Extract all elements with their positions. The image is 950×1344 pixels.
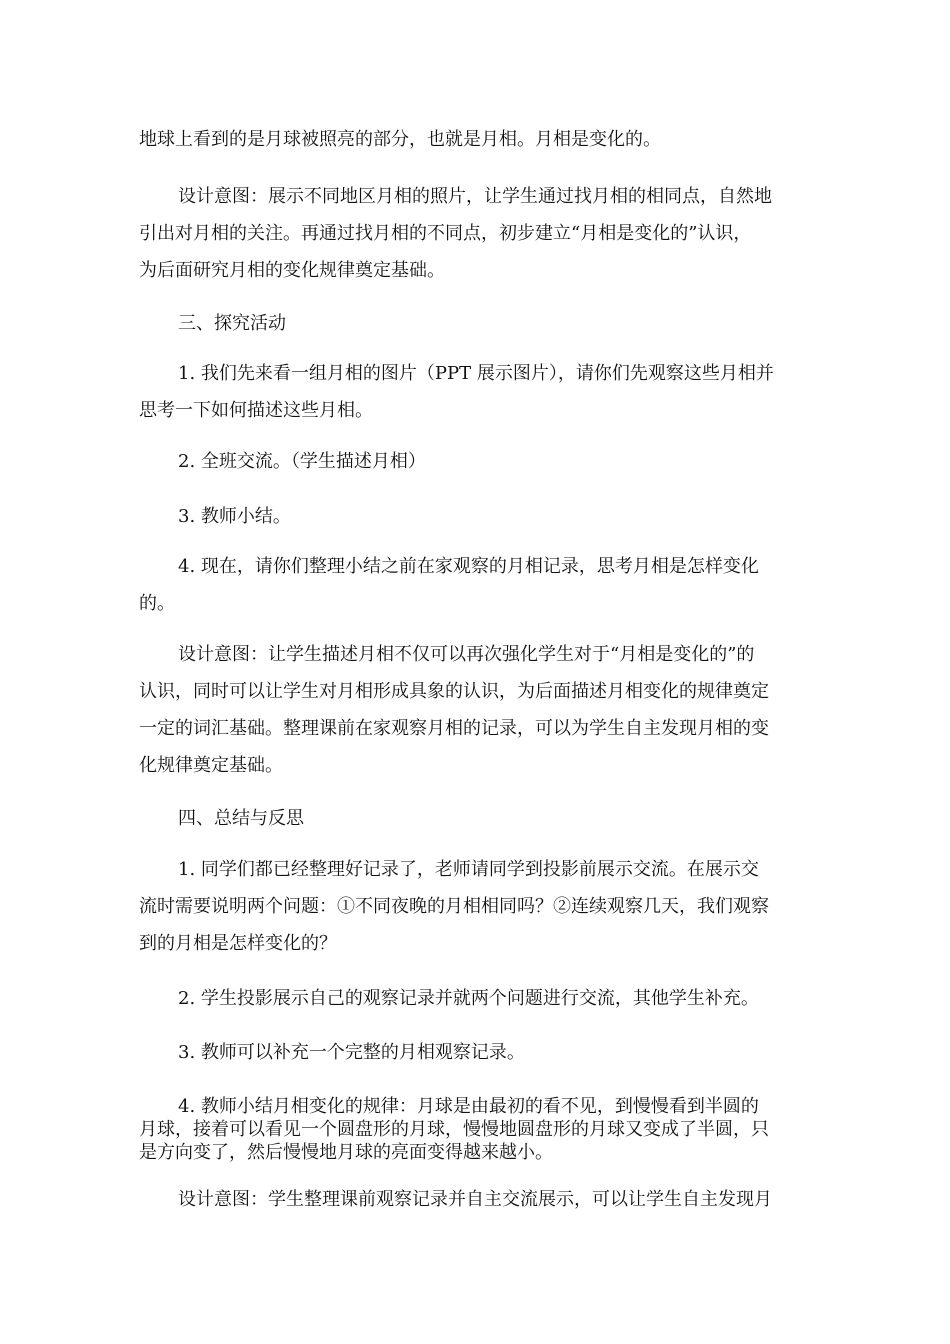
text-line: 设计意图：学生整理课前观察记录并自主交流展示，可以让学生自主发现月 xyxy=(178,1189,772,1210)
text-line: 4. 现在，请你们整理小结之前在家观察的月相记录，思考月相是怎样变化 xyxy=(178,556,759,577)
text-line: 4. 教师小结月相变化的规律：月球是由最初的看不见，到慢慢看到半圆的 xyxy=(178,1096,759,1117)
text-line: 月球，接着可以看见一个圆盘形的月球，慢慢地圆盘形的月球又变成了半圆，只 xyxy=(139,1119,769,1140)
text-line: 四、总结与反思 xyxy=(178,808,304,829)
text-line: 引出对月相的关注。再通过找月相的不同点，初步建立“月相是变化的”认识， xyxy=(139,223,752,244)
text-line: 到的月相是怎样变化的？ xyxy=(139,933,337,954)
section-heading-summary xyxy=(139,800,815,837)
text-line: 认识，同时可以让学生对月相形成具象的认识，为后面描述月相变化的规律奠定 xyxy=(139,681,769,702)
paragraph-summary-step-4 xyxy=(139,1095,815,1164)
text-line: 1. 我们先来看一组月相的图片（PPT 展示图片），请你们先观察这些月相并 xyxy=(178,363,774,384)
section-heading-explore xyxy=(139,305,815,342)
text-line: 是方向变了，然后慢慢地月球的亮面变得越来越小。 xyxy=(139,1142,553,1163)
text-line: 1. 同学们都已经整理好记录了，老师请同学到投影前展示交流。在展示交 xyxy=(178,859,759,880)
paragraph-summary-step-2 xyxy=(139,980,815,1017)
paragraph-step-3 xyxy=(139,498,815,535)
paragraph-summary-step-3 xyxy=(139,1034,815,1071)
paragraph-design-intent-1 xyxy=(139,178,815,289)
text-line: 的。 xyxy=(139,593,175,614)
text-line: 2. 全班交流。（学生描述月相） xyxy=(178,451,426,472)
text-line: 3. 教师可以补充一个完整的月相观察记录。 xyxy=(178,1042,525,1063)
text-line: 化规律奠定基础。 xyxy=(139,755,283,776)
text-line: 3. 教师小结。 xyxy=(178,506,291,527)
text-line: 设计意图：展示不同地区月相的照片，让学生通过找月相的相同点，自然地 xyxy=(178,186,772,207)
paragraph-summary-step-1 xyxy=(139,851,815,962)
text-line: 2. 学生投影展示自己的观察记录并就两个问题进行交流，其他学生补充。 xyxy=(178,988,759,1009)
text-line: 思考一下如何描述这些月相。 xyxy=(139,400,373,421)
text-line: 设计意图：让学生描述月相不仅可以再次强化学生对于“月相是变化的”的 xyxy=(178,644,755,665)
paragraph-step-1 xyxy=(139,355,815,429)
paragraph-step-4 xyxy=(139,548,815,622)
text-line: 三、探究活动 xyxy=(178,313,286,334)
text-line: 为后面研究月相的变化规律奠定基础。 xyxy=(139,260,445,281)
paragraph-design-intent-3 xyxy=(139,1181,815,1218)
text-line: 流时需要说明两个问题：①不同夜晚的月相相同吗？②连续观察几天，我们观察 xyxy=(139,896,769,917)
text-line: 地球上看到的是月球被照亮的部分，也就是月相。月相是变化的。 xyxy=(139,129,661,150)
paragraph-1 xyxy=(139,121,815,158)
text-line: 一定的词汇基础。整理课前在家观察月相的记录，可以为学生自主发现月相的变 xyxy=(139,718,769,739)
paragraph-design-intent-2 xyxy=(139,636,815,784)
paragraph-step-2 xyxy=(139,443,815,480)
